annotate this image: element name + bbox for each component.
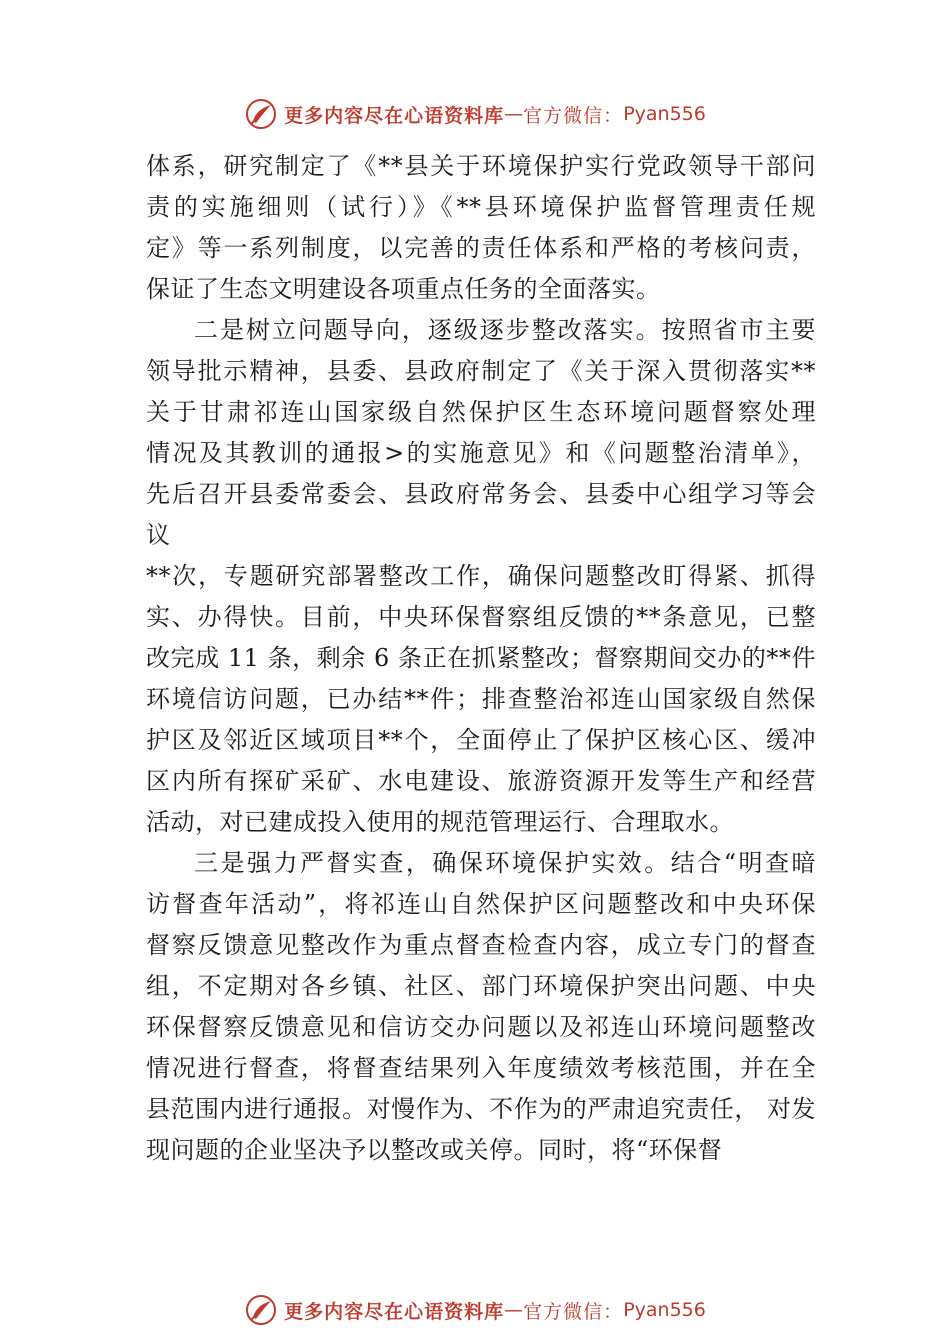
body-line: 组，不定期对各乡镇、社区、部门环境保护突出问题、中央 <box>146 972 816 1000</box>
footer-banner-dash: — <box>504 1299 524 1321</box>
document-body <box>146 146 816 1171</box>
body-line: 关于甘肃祁连山国家级自然保护区生态环境问题督察处理 <box>146 398 816 426</box>
footer-banner-label: 官方微信： <box>523 1300 624 1323</box>
logo-icon <box>244 1293 278 1327</box>
body-line: **次，专题研究部署整改工作，确保问题整改盯得紧、抓得 <box>146 562 816 590</box>
header-banner-dash: — <box>504 103 524 125</box>
body-line: 实、办得快。目前，中央环保督察组反馈的**条意见，已整 <box>146 603 816 631</box>
header-wechat-id: Pyan556 <box>623 103 706 125</box>
body-line: 情况及其教训的通报>的实施意见》和《问题整治清单》， <box>146 439 816 467</box>
body-line: 议 <box>146 521 171 549</box>
body-line: 环境信访问题，已办结**件；排查整治祁连山国家级自然保 <box>146 685 816 713</box>
body-line: 定》等一系列制度，以完善的责任体系和严格的考核问责， <box>146 234 816 262</box>
body-line: 体系，研究制定了《**县关于环境保护实行党政领导干部问 <box>146 152 816 180</box>
logo-icon <box>244 97 278 131</box>
header-banner-label: 官方微信： <box>523 104 624 127</box>
body-line: 护区及邻近区域项目**个，全面停止了保护区核心区、缓冲 <box>146 726 816 754</box>
body-line: 二是树立问题导向，逐级逐步整改落实。按照省市主要 <box>194 316 816 344</box>
body-line: 活动，对已建成投入使用的规范管理运行、合理取水。 <box>146 808 734 836</box>
body-line: 改完成 11 条，剩余 6 条正在抓紧整改；督察期间交办的**件 <box>146 644 816 672</box>
body-line: 督察反馈意见整改作为重点督查检查内容，成立专门的督查 <box>146 931 816 959</box>
body-line: 现问题的企业坚决予以整改或关停。同时，将“环保督 <box>146 1136 723 1164</box>
body-line: 三是强力严督实查，确保环境保护实效。结合“明查暗 <box>194 849 816 877</box>
body-line: 领导批示精神，县委、县政府制定了《关于深入贯彻落实** <box>146 357 816 385</box>
body-line: 先后召开县委常委会、县政府常务会、县委中心组学习等会 <box>146 480 816 508</box>
footer-banner-text: 更多内容尽在心语资料库 <box>284 1300 505 1323</box>
body-line: 区内所有探矿采矿、水电建设、旅游资源开发等生产和经营 <box>146 767 816 795</box>
body-line: 环保督察反馈意见和信访交办问题以及祁连山环境问题整改 <box>146 1013 816 1041</box>
body-line: 责的实施细则（试行）》《**县环境保护监督管理责任规 <box>146 193 816 221</box>
body-line: 情况进行督查，将督查结果列入年度绩效考核范围，并在全 <box>146 1054 816 1082</box>
body-line: 访督查年活动”，将祁连山自然保护区问题整改和中央环保 <box>146 890 816 918</box>
body-line: 保证了生态文明建设各项重点任务的全面落实。 <box>146 275 661 303</box>
header-banner <box>0 94 950 134</box>
body-line: 县范围内进行通报。对慢作为、不作为的严肃追究责任， 对发 <box>146 1095 816 1123</box>
header-banner-text: 更多内容尽在心语资料库 <box>284 104 505 127</box>
footer-wechat-id: Pyan556 <box>623 1299 706 1321</box>
footer-banner <box>0 1290 950 1330</box>
